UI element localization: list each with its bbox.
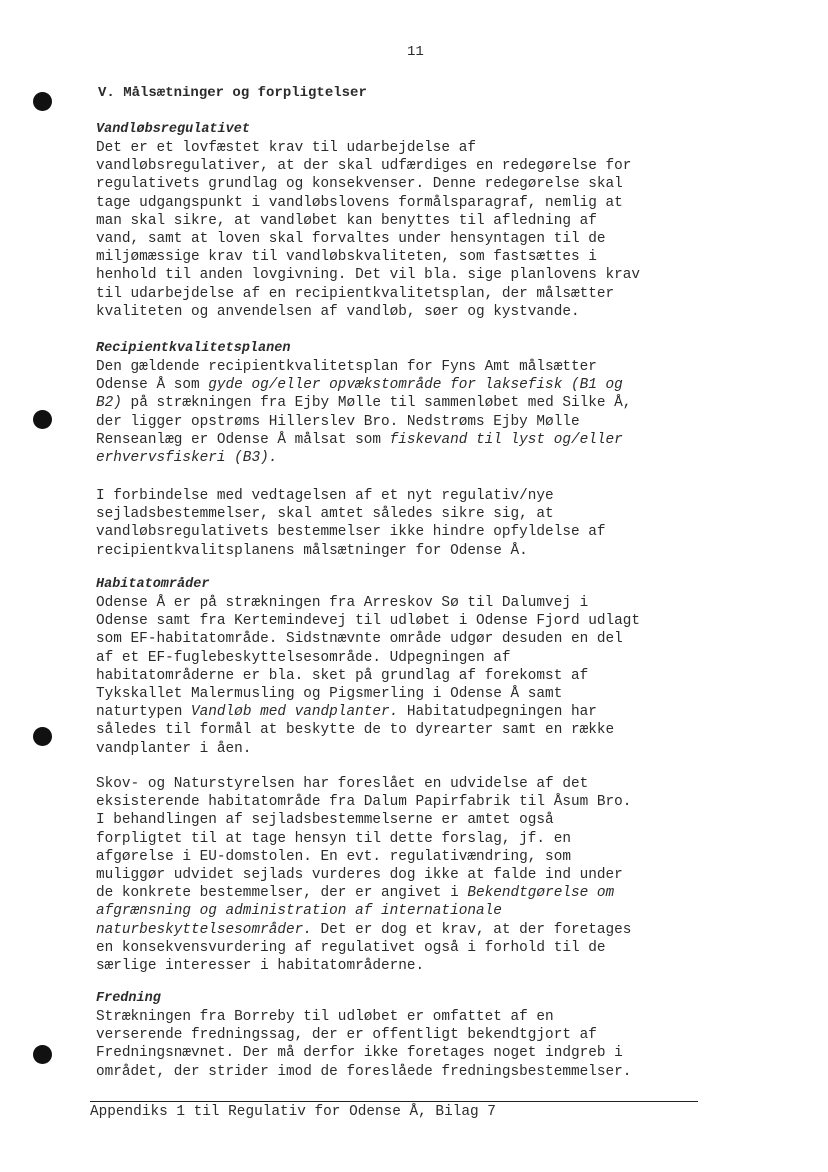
footer-text: Appendiks 1 til Regulativ for Odense Å, Bilag 7 — [90, 1104, 496, 1120]
paragraph-line: man skal sikre, at vandløbet kan benyttes til afledning af — [96, 212, 597, 229]
italic-run: erhvervsfiskeri (B3). — [96, 449, 278, 466]
paragraph-line: kvaliteten og anvendelsen af vandløb, søer og kystvande. — [96, 303, 580, 320]
paragraph-line: afgørelse i EU-domstolen. En evt. regulativændring, som — [96, 848, 571, 865]
text-run: Odense Å som — [96, 377, 209, 394]
paragraph-skov-og-naturstyrelsen — [96, 775, 756, 975]
subheading-vandlobsregulativet: Vandløbsregulativet — [96, 122, 250, 137]
paragraph-line — [96, 902, 756, 920]
paragraph-line — [96, 703, 756, 721]
text-run: på strækningen fra Ejby Mølle til sammenløbet med Silke Å, — [121, 395, 632, 412]
subheading-habitatomrader: Habitatområder — [96, 577, 210, 592]
paragraph-line: muliggør udvidet sejlads vurderes dog ikke at falde ind under — [96, 866, 623, 883]
paragraph-line — [96, 884, 756, 902]
paragraph-line: I forbindelse med vedtagelsen af et nyt regulativ/nye — [96, 488, 554, 504]
paragraph-line: Det er et lovfæstet krav til udarbejdelse af — [96, 140, 476, 156]
paragraph-line: sejladsbestemmelser, skal amtet således sikre sig, at — [96, 506, 554, 523]
paragraph-line: Skov- og Naturstyrelsen har foreslået en udvidelse af det — [96, 776, 589, 792]
paragraph-line — [96, 449, 756, 467]
section-recipientkvalitetsplanen — [96, 340, 756, 467]
italic-run: fiskevand til lyst og/eller — [389, 431, 623, 448]
paragraph-line — [96, 921, 756, 939]
paragraph-line: særlige interesser i habitatområderne. — [96, 957, 425, 974]
paragraph-line: vandløbsregulativer, at der skal udfærdiges en redegørelse for — [96, 158, 632, 175]
paragraph-line: verserende fredningssag, der er offentligt bekendtgjort af — [96, 1027, 597, 1044]
paragraph-line: vandløbsregulativets bestemmelser ikke hindre opfyldelse af — [96, 524, 606, 541]
paragraph-line: I behandlingen af sejladsbestemmelserne er amtet også — [96, 812, 554, 829]
paragraph-line — [96, 394, 756, 412]
text-run: Det er dog et krav, at der foretages — [311, 921, 632, 938]
paragraph-line: henhold til anden lovgivning. Det vil bla. sige planlovens krav — [96, 267, 641, 284]
paragraph-sejladsbestemmelser — [96, 487, 756, 560]
italic-run: Bekendtgørelse om — [467, 885, 615, 902]
section-vandlobsregulativet — [96, 121, 756, 321]
paragraph-line — [96, 431, 756, 449]
paragraph-line: af et EF-fuglebeskyttelsesområde. Udpegningen af — [96, 649, 511, 666]
paragraph-line: Strækningen fra Borreby til udløbet er omfattet af en — [96, 1009, 554, 1025]
paragraph-line: området, der strider imod de foreslåede fredningsbestemmelser. — [96, 1063, 632, 1080]
paragraph-line: forpligtet til at tage hensyn til dette forslag, jf. en — [96, 830, 571, 847]
paragraph-line: miljømæssige krav til vandløbskvaliteten, som fastsættes i — [96, 249, 597, 266]
italic-run: gyde og/eller opvækstområde for laksefisk (B1 og — [208, 377, 623, 394]
paragraph-line: recipientkvalitsplanens målsætninger for Odense Å. — [96, 542, 528, 559]
paragraph-line: som EF-habitatområde. Sidstnævnte område udgør desuden en del — [96, 631, 623, 648]
page-number: 11 — [407, 44, 424, 60]
punch-hole-4 — [33, 1045, 52, 1064]
paragraph-line: tage udgangspunkt i vandløbslovens formålsparagraf, nemlig at — [96, 194, 623, 211]
punch-hole-2 — [33, 410, 52, 429]
section-fredning — [96, 990, 756, 1081]
subheading-recipientkvalitetsplanen: Recipientkvalitetsplanen — [96, 341, 291, 356]
paragraph-line: Tykskallet Malermusling og Pigsmerling i Odense Å samt — [96, 685, 563, 702]
paragraph-line: Den gældende recipientkvalitetsplan for Fyns Amt målsætter — [96, 359, 597, 375]
text-run: naturtypen — [96, 704, 191, 721]
paragraph-line: vand, samt at loven skal forvaltes under hensyntagen til de — [96, 230, 606, 247]
section-habitatomrader — [96, 576, 756, 758]
paragraph-line: eksisterende habitatområde fra Dalum Papirfabrik til Åsum Bro. — [96, 794, 632, 811]
italic-run: naturbeskyttelsesområder. — [96, 921, 312, 938]
italic-run: Vandløb med vandplanter. — [191, 704, 399, 721]
italic-run: afgrænsning og administration af internationale — [96, 903, 502, 920]
paragraph-line: der ligger opstrøms Hillerslev Bro. Nedstrøms Ejby Mølle — [96, 413, 580, 430]
paragraph-line: en konsekvensvurdering af regulativet også i forhold til de — [96, 939, 606, 956]
paragraph-line: vandplanter i åen. — [96, 740, 252, 757]
paragraph-line: Fredningsnævnet. Der må derfor ikke foretages noget indgreb i — [96, 1045, 623, 1062]
subheading-fredning: Fredning — [96, 991, 161, 1006]
paragraph-line: Odense Å er på strækningen fra Arreskov Sø til Dalumvej i — [96, 595, 589, 611]
paragraph-line — [96, 376, 756, 394]
text-run: Renseanlæg er Odense Å målsat som — [96, 431, 390, 448]
paragraph-line: regulativets grundlag og konsekvenser. Denne redegørelse skal — [96, 176, 623, 193]
section-title: V. Målsætninger og forpligtelser — [98, 85, 367, 101]
punch-hole-1 — [33, 92, 52, 111]
footer-divider — [90, 1101, 698, 1102]
paragraph-line: således til formål at beskytte de to dyrearter samt en række — [96, 722, 615, 739]
paragraph-line: til udarbejdelse af en recipientkvalitetsplan, der målsætter — [96, 285, 615, 302]
text-run: Habitatudpegningen har — [398, 704, 597, 721]
punch-hole-3 — [33, 727, 52, 746]
paragraph-line: Odense samt fra Kertemindevej til udløbet i Odense Fjord udlagt — [96, 613, 641, 630]
paragraph-line: habitatområderne er bla. sket på grundlag af forekomst af — [96, 667, 589, 684]
text-run: de konkrete bestemmelser, der er angivet i — [96, 885, 468, 902]
italic-run: B2) — [96, 395, 122, 412]
